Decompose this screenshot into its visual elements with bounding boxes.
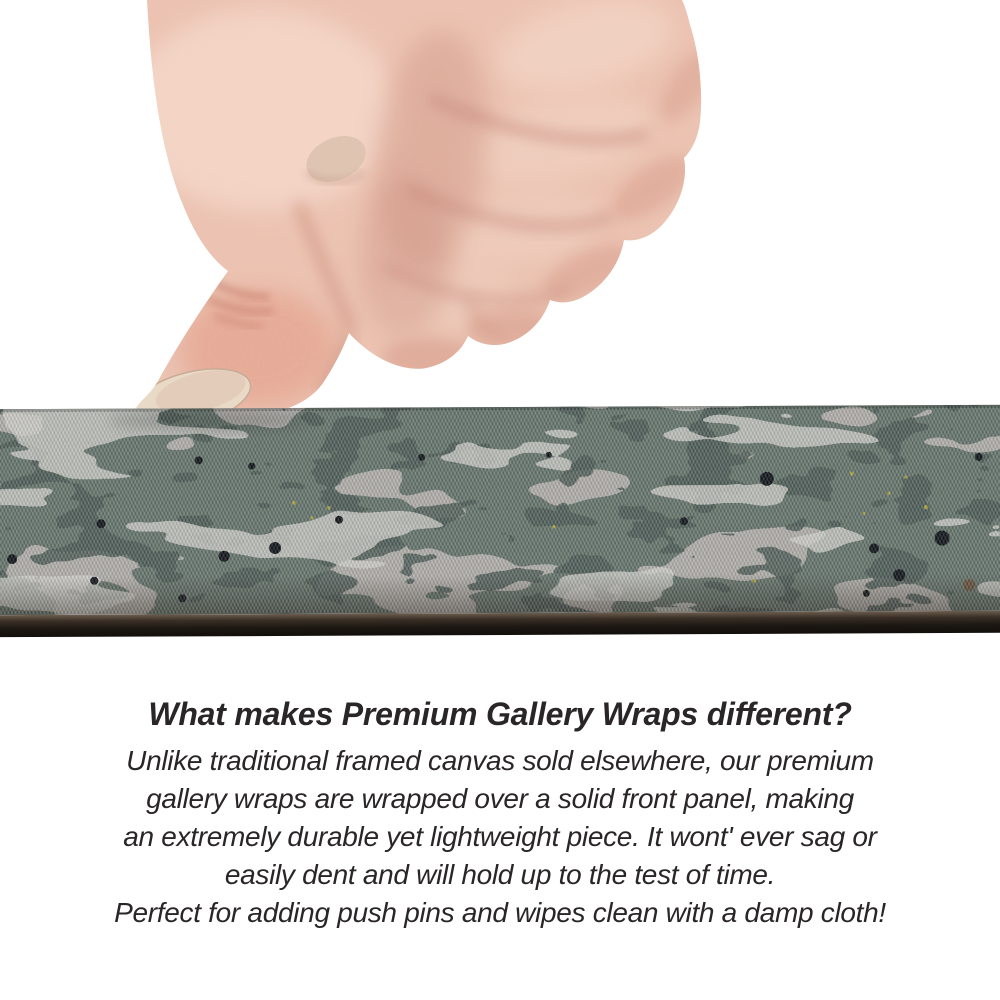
canvas-panel-side-edge	[0, 611, 1000, 637]
caption-line-1: Unlike traditional framed canvas sold elsewhere, our premium	[126, 745, 874, 776]
caption-line-5: Perfect for adding push pins and wipes clean with a damp cloth!	[114, 897, 886, 928]
hand-highlight	[127, 10, 397, 210]
caption-line-2: gallery wraps are wrapped over a solid front panel, making	[146, 783, 854, 814]
canvas-texture	[0, 405, 1000, 615]
caption-line-4: easily dent and will hold up to the test of time.	[224, 859, 776, 890]
canvas-wrap-strip	[0, 405, 1000, 639]
caption-heading: What makes Premium Gallery Wraps different?	[148, 696, 852, 732]
canvas-painted-face	[0, 405, 1000, 615]
caption-block	[0, 696, 1000, 932]
caption-line-3: an extremely durable yet lightweight piece. It wont' ever sag or	[123, 821, 877, 852]
hand-pressing-thumb-photo	[0, 0, 1000, 440]
